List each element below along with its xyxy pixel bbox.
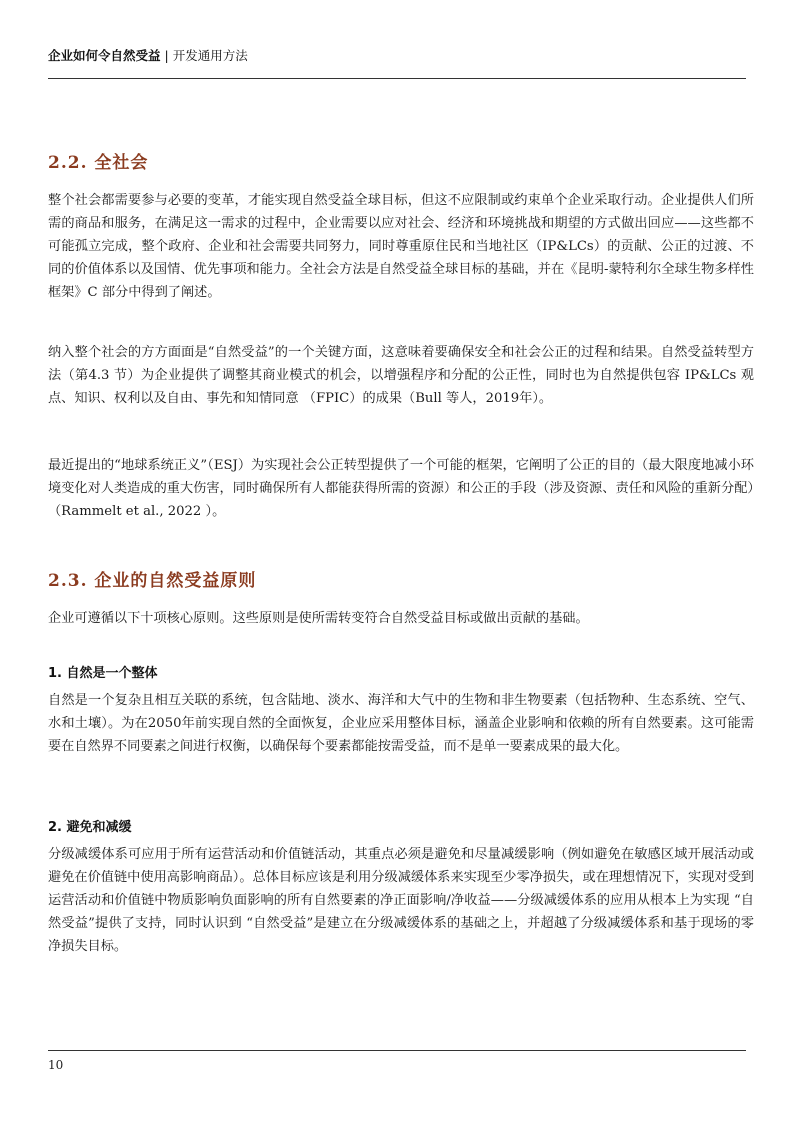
- header-rule: [48, 78, 746, 79]
- header-subtitle: 开发通用方法: [172, 48, 248, 63]
- header-title: 企业如何令自然受益: [48, 48, 161, 63]
- footer-rule: [48, 1050, 746, 1051]
- paragraph-principles-intro: 企业可遵循以下十项核心原则。这些原则是使所需转变符合自然受益目标或做出贡献的基础。: [48, 611, 589, 626]
- section-heading-2-2: 2.2. 全社会: [48, 153, 149, 173]
- principle-2-title: 2. 避免和减缓: [48, 820, 132, 835]
- paragraph-whole-society-1: 整个社会都需要参与必要的变革，才能实现自然受益全球目标，但这不应限制或约束单个企业采取行动。企业提供人们所需的商品和服务，在满足这一需求的过程中，企业需要以应对社会、经济和环境挑战和期望的方式做出回应——这些都不可能孤立完成，整个政府、企业和社会需要共同努力，同时尊重原住民和当地社区（IP&LCs）的贡献、公正的过渡、不同的价值体系以及国情、优先事项和能力。全社会方法是自然受益全球目标的基础，并在《昆明-蒙特利尔全球生物多样性框架》C 部分中得到了阐述。: [48, 193, 754, 300]
- principle-1-body: 自然是一个复杂且相互关联的系统，包含陆地、淡水、海洋和大气中的生物和非生物要素（包括物种、生态系统、空气、水和土壤）。为在2050年前实现自然的全面恢复，企业应采用整体目标，涵盖企业影响和依赖的所有自然要素。这可能需要在自然界不同要素之间进行权衡，以确保每个要素都能按需受益，而不是单一要素成果的最大化。: [48, 693, 754, 754]
- running-header: [48, 46, 748, 64]
- paragraph-whole-society-2: 纳入整个社会的方方面面是“自然受益”的一个关键方面，这意味着要确保安全和社会公正的过程和结果。自然受益转型方法（第4.3 节）为企业提供了调整其商业模式的机会，以增强程序和分配的公正性，同时也为自然提供包容 IP&LCs 观点、知识、权利以及自由、事先和知情同意 （FPIC）的成果（Bull 等人，2019年）。: [48, 345, 754, 406]
- section-heading-2-3: 2.3. 企业的自然受益原则: [48, 571, 257, 591]
- page-number: 10: [48, 1058, 64, 1072]
- paragraph-whole-society-3: 最近提出的“地球系统正义”（ESJ）为实现社会公正转型提供了一个可能的框架，它阐明了公正的目的（最大限度地减小环境变化对人类造成的重大伤害，同时确保所有人都能获得所需的资源）和公正的手段（涉及资源、责任和风险的重新分配）（Rammelt et al., 2022 ）。: [48, 458, 754, 519]
- principle-1-title: 1. 自然是一个整体: [48, 666, 158, 681]
- header-separator: |: [160, 48, 173, 63]
- principle-2-body: 分级减缓体系可应用于所有运营活动和价值链活动，其重点必须是避免和尽量减缓影响（例如避免在敏感区域开展活动或避免在价值链中使用高影响商品）。总体目标应该是利用分级减缓体系来实现至少零净损失，或在理想情况下，实现对受到运营活动和价值链中物质影响负面影响的所有自然要素的净正面影响/净收益——分级减缓体系的应用从根本上为实现 “自然受益”提供了支持，同时认识到 “自然受益”是建立在分级减缓体系的基础之上，并超越了分级减缓体系和基于现场的零净损失目标。: [48, 847, 754, 954]
